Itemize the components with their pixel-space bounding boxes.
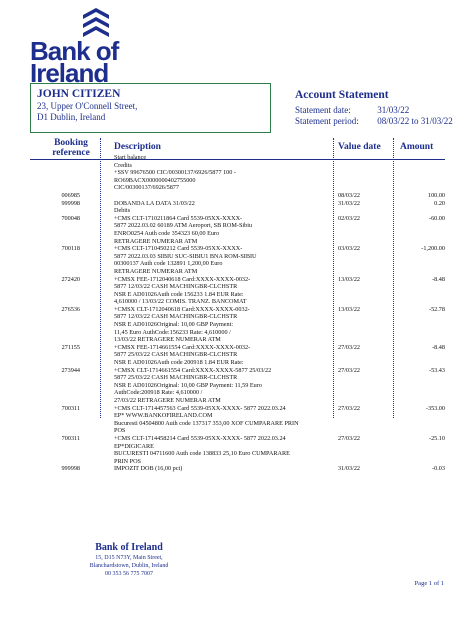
description — [114, 367, 340, 405]
value-date: 31/03/22 — [338, 199, 361, 207]
statement-period-row — [295, 116, 465, 127]
description-line: Debits — [114, 207, 131, 215]
description-line: ENRO0254 Auth code 354323 60,00 Euro — [114, 229, 220, 237]
description — [114, 215, 340, 245]
description — [114, 291, 340, 306]
logo-text — [30, 36, 119, 88]
description-line: IMPOZIT DOB (16,00 pct) — [114, 465, 183, 473]
value-date: 13/03/22 — [338, 305, 361, 313]
table-row — [30, 215, 445, 245]
booking-reference: 999998 — [61, 199, 80, 207]
table-row — [30, 344, 445, 367]
statement-date-row — [295, 105, 465, 116]
table-row — [30, 435, 445, 465]
amount: 100.00 — [427, 191, 445, 199]
value-date: 27/03/22 — [338, 343, 361, 351]
value-date: 27/03/22 — [338, 404, 361, 412]
value-date: 27/03/22 — [338, 366, 361, 374]
description-line: NSR E AD01026Auth code 200918 1.84 EUR Rate: — [114, 359, 244, 367]
description — [114, 154, 340, 192]
description-line: BUCURESTI 04711600 Auth code 138833 25,10 Euro CUMPARARE — [114, 450, 290, 458]
description-line: CIC/00300137/6926/5877 — [114, 184, 179, 192]
description — [114, 192, 340, 200]
description — [114, 276, 340, 291]
description-line: RETRAGERE NUMERAR ATM — [114, 237, 198, 245]
value-date: 03/03/22 — [338, 245, 361, 253]
logo-line-1: Bank of — [30, 36, 119, 66]
amount: -1,200.00 — [421, 245, 445, 253]
description-line: DOBANDA LA DATA 31/03/22 — [114, 199, 195, 207]
description-line: EP* WWW.BANKOFIRELAND.COM — [114, 412, 213, 420]
table-row — [30, 465, 445, 473]
description-line: 5877 12/03/22 CASH MACHINGBR-CLCHSTR — [114, 313, 238, 321]
description-line: 5877 25/03/22 CASH MACHINGBR-CLCHSTR — [114, 374, 238, 382]
booking-reference: 271155 — [61, 343, 80, 351]
footer-line: 00 353 56 775 7007 — [105, 571, 153, 577]
description-line: NSR E AD01026Auth code 156233 1.84 EUR Rate: — [114, 290, 244, 298]
table-row — [30, 276, 445, 291]
description-line: 11,45 Euro AuthCode:156233 Rate: 4,610000 / — [114, 328, 231, 336]
statement-info — [295, 88, 465, 127]
description-line: 5877 12/03/22 CASH MACHINGBR-CLCHSTR — [114, 283, 238, 291]
booking-reference: 700118 — [61, 245, 80, 253]
statement-period-value: 08/03/22 to 31/03/22 — [377, 116, 453, 126]
description-line: +CMS CLT-1714458214 Card 5539-05XX-XXXX- 5877 2022.03.24 — [114, 434, 286, 442]
description-line: POS — [114, 427, 126, 435]
description — [114, 465, 340, 473]
description — [114, 306, 340, 344]
table-row — [30, 367, 445, 405]
description — [114, 200, 340, 208]
description-line: EP*DIGICARE — [114, 442, 154, 450]
description-line: 5877 25/03/22 CASH MACHINGBR-CLCHSTR — [114, 351, 238, 359]
table-row — [30, 405, 445, 435]
description-line: Bucuresti 04504800 Auth code 137317 353,00 XOF CUMPARARE PRIN — [114, 419, 299, 427]
footer-line: Blanchardstown, Dublin, Ireland — [89, 563, 169, 569]
customer-address-line: D1 Dublin, Ireland — [37, 112, 106, 122]
description-line: NSR E AD01026Original: 10,00 GBP Payment: 11,59 Euro — [114, 381, 262, 389]
description-line: +CMSX CLT-1714661554 Card:XXXX-XXXX-5877 25/03/22 — [114, 366, 272, 374]
bank-of-ireland-logo-icon — [83, 8, 109, 38]
value-date: 13/03/22 — [338, 275, 361, 283]
description-line: +CMSX FEE-1714661554 Card:XXXX-XXXX-0032- — [114, 343, 251, 351]
table-row — [30, 245, 445, 275]
customer-address-line: 23, Upper O'Connell Street, — [37, 101, 138, 111]
statement-date-value: 31/03/22 — [377, 105, 410, 115]
description-line: PRIN POS — [114, 457, 141, 465]
table-row — [30, 192, 445, 200]
customer-address-box — [30, 83, 271, 133]
header-amount: Amount — [400, 142, 434, 152]
statement-date-label: Statement date: — [295, 105, 351, 115]
description-line: 4,610000 / 13/03/22 COMIS. TRANZ. BANCOMAT — [114, 298, 247, 306]
amount: -53.43 — [429, 366, 445, 374]
booking-reference: 276536 — [61, 305, 80, 313]
description-line: NSR E AD01026Original: 10,00 GBP Payment: — [114, 321, 234, 329]
description — [114, 405, 340, 435]
footer-line: 15, D15 N73Y, Main Street, — [95, 555, 163, 561]
booking-reference: 006985 — [61, 191, 80, 199]
description-line: +CMSX FEE-1712040618 Card:XXXX-XXXX-0032- — [114, 275, 251, 283]
value-date: 02/03/22 — [338, 214, 361, 222]
logo-line-2: Ireland — [30, 58, 109, 88]
description-line: Start balance — [114, 154, 147, 161]
header-description: Description — [114, 142, 161, 152]
amount: 0.20 — [434, 199, 445, 207]
table-row — [30, 207, 445, 215]
amount: -25.10 — [429, 434, 445, 442]
value-date: 08/03/22 — [338, 191, 361, 199]
page-number: Page 1 of 1 — [414, 580, 444, 587]
booking-reference: 700311 — [61, 434, 80, 442]
booking-reference: 700048 — [61, 214, 80, 222]
description-line: AuthCode:200918 Rate: 4,610000 / — [114, 389, 203, 397]
header-value-date: Value date — [338, 142, 381, 152]
description — [114, 344, 340, 367]
statement-period-label: Statement period: — [295, 116, 359, 126]
table-row — [30, 291, 445, 306]
footer-address — [84, 542, 174, 578]
booking-reference: 273944 — [61, 366, 80, 374]
amount: -0.03 — [432, 465, 445, 473]
description-line: 27/03/22 RETRAGERE NUMERAR ATM — [114, 397, 221, 404]
table-row — [30, 154, 445, 192]
description-line: 5877 2022.03.03 SIBIU SUC-SIBIU1 BNA ROM-SIBIU — [114, 252, 257, 260]
amount: -8.48 — [432, 275, 445, 283]
statement-title: Account Statement — [295, 89, 389, 101]
description-line: 5877 2022.03.02 60189 ATM Aeroport, SB ROM-Sibiu — [114, 222, 253, 230]
description-line: 13/03/22 RETRAGERE NUMERAR ATM — [114, 336, 221, 344]
footer-title: Bank of Ireland — [95, 542, 163, 553]
description-line: 00300137 Auth code 132891 1,200,00 Euro — [114, 260, 223, 268]
amount: -353.00 — [425, 404, 445, 412]
value-date: 27/03/22 — [338, 434, 361, 442]
description-line: +CMS CLT-1714457563 Card 5539-05XX-XXXX- 5877 2022.03.24 — [114, 404, 286, 412]
description-line: RETRAGERE NUMERAR ATM — [114, 267, 198, 275]
customer-name: JOHN CITIZEN — [37, 88, 121, 100]
transactions-table-body — [30, 154, 445, 473]
table-row — [30, 200, 445, 208]
booking-reference: 999998 — [61, 465, 80, 473]
amount: -60.00 — [429, 214, 445, 222]
table-row — [30, 306, 445, 344]
booking-reference: 272420 — [61, 275, 80, 283]
description — [114, 207, 340, 215]
description-line: +CMS CLT-1710450212 Card 5539-05XX-XXXX- — [114, 245, 243, 253]
description-line: +CMS CLT-1710211864 Card 5539-05XX-XXXX- — [114, 214, 243, 222]
value-date: 31/03/22 — [338, 465, 361, 473]
description — [114, 245, 340, 275]
description-line: Credits — [114, 161, 132, 169]
booking-reference: 700311 — [61, 404, 80, 412]
description-line: RO69BACX0000000402755000 — [114, 176, 196, 184]
header-booking-reference: Booking reference — [52, 138, 90, 158]
description-line: +CMSX CLT-1712040618 Card:XXXX-XXXX-0032- — [114, 305, 250, 313]
amount: -8.48 — [432, 343, 445, 351]
amount: -52.78 — [429, 305, 445, 313]
description — [114, 435, 340, 465]
description-line: +SSV 99676500 CIC/00300137/6926/5877 100 - — [114, 169, 236, 177]
